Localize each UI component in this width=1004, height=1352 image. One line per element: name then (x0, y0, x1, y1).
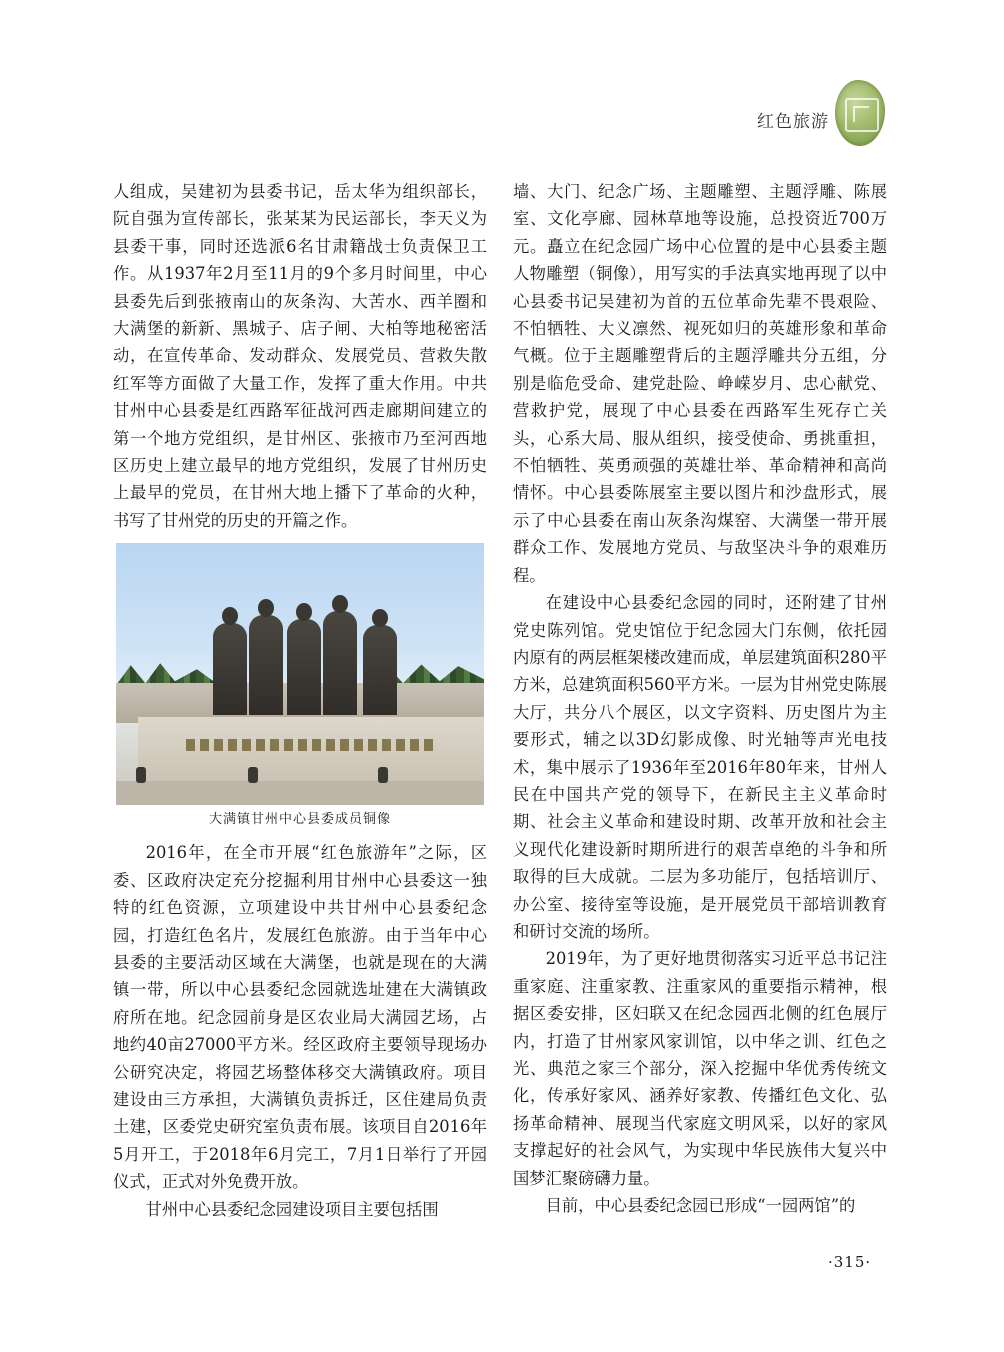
statue-photo (116, 543, 484, 805)
bronze-statues (211, 583, 411, 723)
statue-pedestal (138, 715, 484, 785)
body-paragraph: 目前，中心县委纪念园已形成“一园两馆”的 (545, 1196, 856, 1216)
body-paragraph: 甘州中心县委纪念园建设项目主要包括围 (145, 1199, 439, 1219)
seal-logo (835, 80, 885, 146)
left-column (113, 178, 487, 1223)
seal-glyph-icon (845, 98, 879, 132)
page-number: ·315· (828, 1253, 872, 1271)
body-paragraph: 在建设中心县委纪念园的同时，还附建了甘州党史陈列馆。党史馆位于纪念园大门东侧，依托园内原有的两层框架楼改建而成，单层建筑面积280平方米，总建筑面积560平方米。一层为甘州党史陈展大厅，共分八个展区，以文字资料、历史图片为主要形式，辅之以3D幻影成像、时光轴等声光电技术，集中展示了1936年至2016年80年来，甘州人民在中国共产党的领导下，在新民主主义革命时期、社会主义革命和建设时期、改革开放和社会主义现代化建设新时期所进行的艰苦卓绝的斗争和所取得的巨大成就。二层为多功能厅，包括培训厅、办公室、接待室等设施，是开展党员干部培训教育和研讨交流的场所。 (513, 593, 887, 941)
right-column (513, 178, 887, 1219)
body-paragraph: 2016年，在全市开展“红色旅游年”之际，区委、区政府决定充分挖掘利用甘州中心县委这一独特的红色资源，立项建设中共甘州中心县委纪念园，打造红色名片，发展红色旅游。由于当年中心县委的主要活动区域在大满堡，也就是现在的大满镇一带，所以中心县委纪念园就选址建在大满镇政府所在地。纪念园前身是区农业局大满园艺场，占地约40亩27000平方米。经区政府主要领导现场办公研究决定，将园艺场整体移交大满镇政府。项目建设由三方承担，大满镇负责拆迁，区住建局负责土建，区委党史研究室负责布展。该项目自2016年5月开工，于2018年6月完工，7月1日举行了开园仪式，正式对外免费开放。 (113, 843, 487, 1192)
body-paragraph: 墙、大门、纪念广场、主题雕塑、主题浮雕、陈展室、文化亭廊、园林草地等设施，总投资近700万元。矗立在纪念园广场中心位置的是中心县委主题人物雕塑（铜像），用写实的手法真实地再现了以中心县委书记吴建初为首的五位革命先辈不畏艰险、不怕牺牲、大义凛然、视死如归的英雄形象和革命气概。位于主题雕塑背后的主题浮雕共分五组，分别是临危受命、建党赴险、峥嵘岁月、忠心献党、营救护党，展现了中心县委在西路军生死存亡关头，心系大局、服从组织，接受使命、勇挑重担，不怕牺牲、英勇顽强的英雄壮举、革命精神和高尚情怀。中心县委陈展室主要以图片和沙盘形式，展示了中心县委在南山灰条沟煤窑、大满堡一带开展群众工作、发展地方党员、与敌坚决斗争的艰难历程。 (513, 182, 887, 585)
section-label: 红色旅游 (757, 112, 829, 132)
figure-caption: 大满镇甘州中心县委成员铜像 (208, 812, 391, 828)
body-paragraph: 人组成，吴建初为县委书记，岳太华为组织部长，阮自强为宣传部长，张某某为民运部长，李天义为县委干事，同时还选派6名甘肃籍战士负责保卫工作。从1937年2月至11月的9个多月时间里，中心县委先后到张掖南山的灰条沟、大苦水、西羊圈和大满堡的新新、黑城子、店子闸、大柏等地秘密活动，在宣传革命、发动群众、发展党员、营救失散红军等方面做了大量工作，发挥了重大作用。中共甘州中心县委是红西路军征战河西走廊期间建立的第一个地方党组织，是甘州区、张掖市乃至河西地区历史上建立最早的地方党组织，发展了甘州历史上最早的党员，在甘州大地上播下了革命的火种，书写了甘州党的历史的开篇之作。 (113, 182, 487, 530)
body-paragraph: 2019年，为了更好地贯彻落实习近平总书记注重家庭、注重家教、注重家风的重要指示精神，根据区委安排，区妇联又在纪念园西北侧的红色展厅内，打造了甘州家风家训馆，以中华之训、红色之光、典范之家三个部分，深入挖掘中华优秀传统文化，传承好家风、涵养好家教、传播红色文化、弘扬革命精神、展现当代家庭文明风采，以好的家风支撑起好的社会风气，为实现中华民族伟大复兴中国梦汇聚磅礴力量。 (513, 949, 887, 1188)
photo-ground (116, 781, 484, 805)
pedestal-inscription (186, 739, 436, 751)
